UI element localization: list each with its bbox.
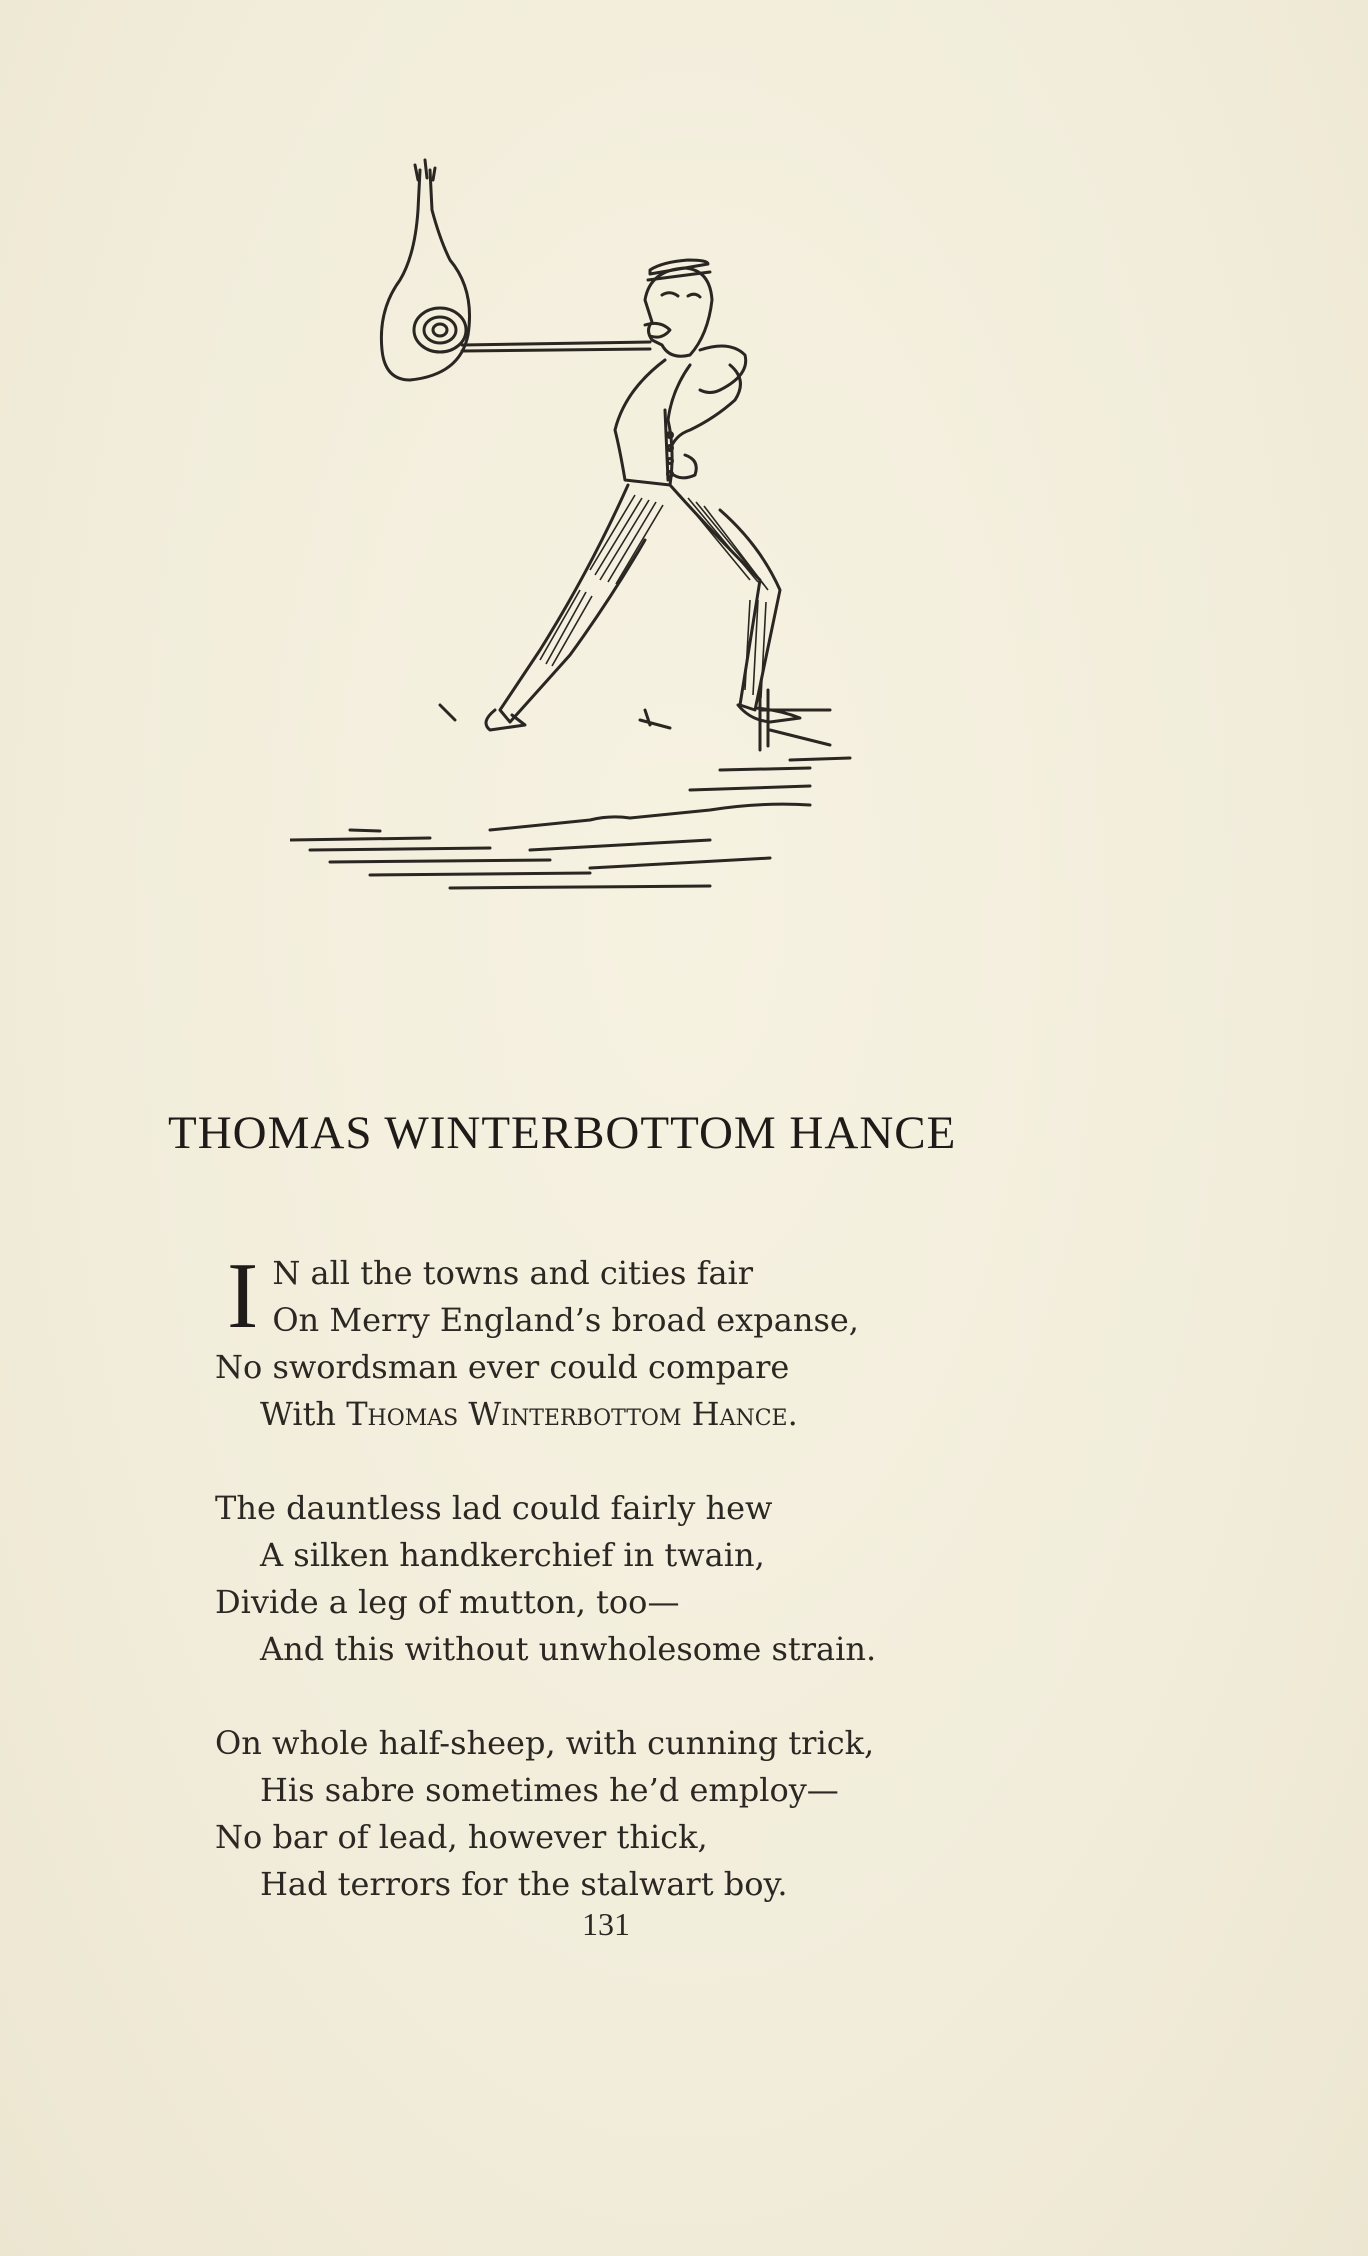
poem-line: A silken handkerchief in twain,: [260, 1536, 765, 1574]
stanza-1: [215, 1244, 1015, 1438]
poem-line: His sabre sometimes he’d employ—: [260, 1771, 839, 1809]
poem-body: [215, 1244, 1015, 1955]
poem-line: Had terrors for the stalwart boy.: [260, 1865, 788, 1903]
poem-line: On Merry England’s broad expanse,: [272, 1301, 859, 1339]
poem-line: No bar of lead, however thick,: [215, 1818, 708, 1856]
poem-line: N all the towns and cities fair: [272, 1254, 754, 1292]
drop-cap: I: [227, 1244, 259, 1348]
poem-line: On whole half-sheep, with cunning trick,: [215, 1724, 875, 1762]
poem-line: The dauntless lad could fairly hew: [215, 1489, 773, 1527]
poem-line: [215, 1391, 1015, 1438]
page-number: 131: [582, 1906, 630, 1942]
poem-line: And this without unwholesome strain.: [260, 1630, 877, 1668]
poem-title: THOMAS WINTERBOTTOM HANCE: [168, 1107, 957, 1159]
poem-line-name: Thomas Winterbottom Hance.: [346, 1395, 798, 1433]
poem-line: No swordsman ever could compare: [215, 1348, 790, 1386]
stanza-2: [215, 1485, 1015, 1673]
poem-line-prefix: With: [260, 1395, 347, 1433]
poem-line: Divide a leg of mutton, too—: [215, 1583, 680, 1621]
swordsman-slicing-ham-illustration-icon: [290, 150, 930, 930]
stanza-3: [215, 1720, 1015, 1908]
